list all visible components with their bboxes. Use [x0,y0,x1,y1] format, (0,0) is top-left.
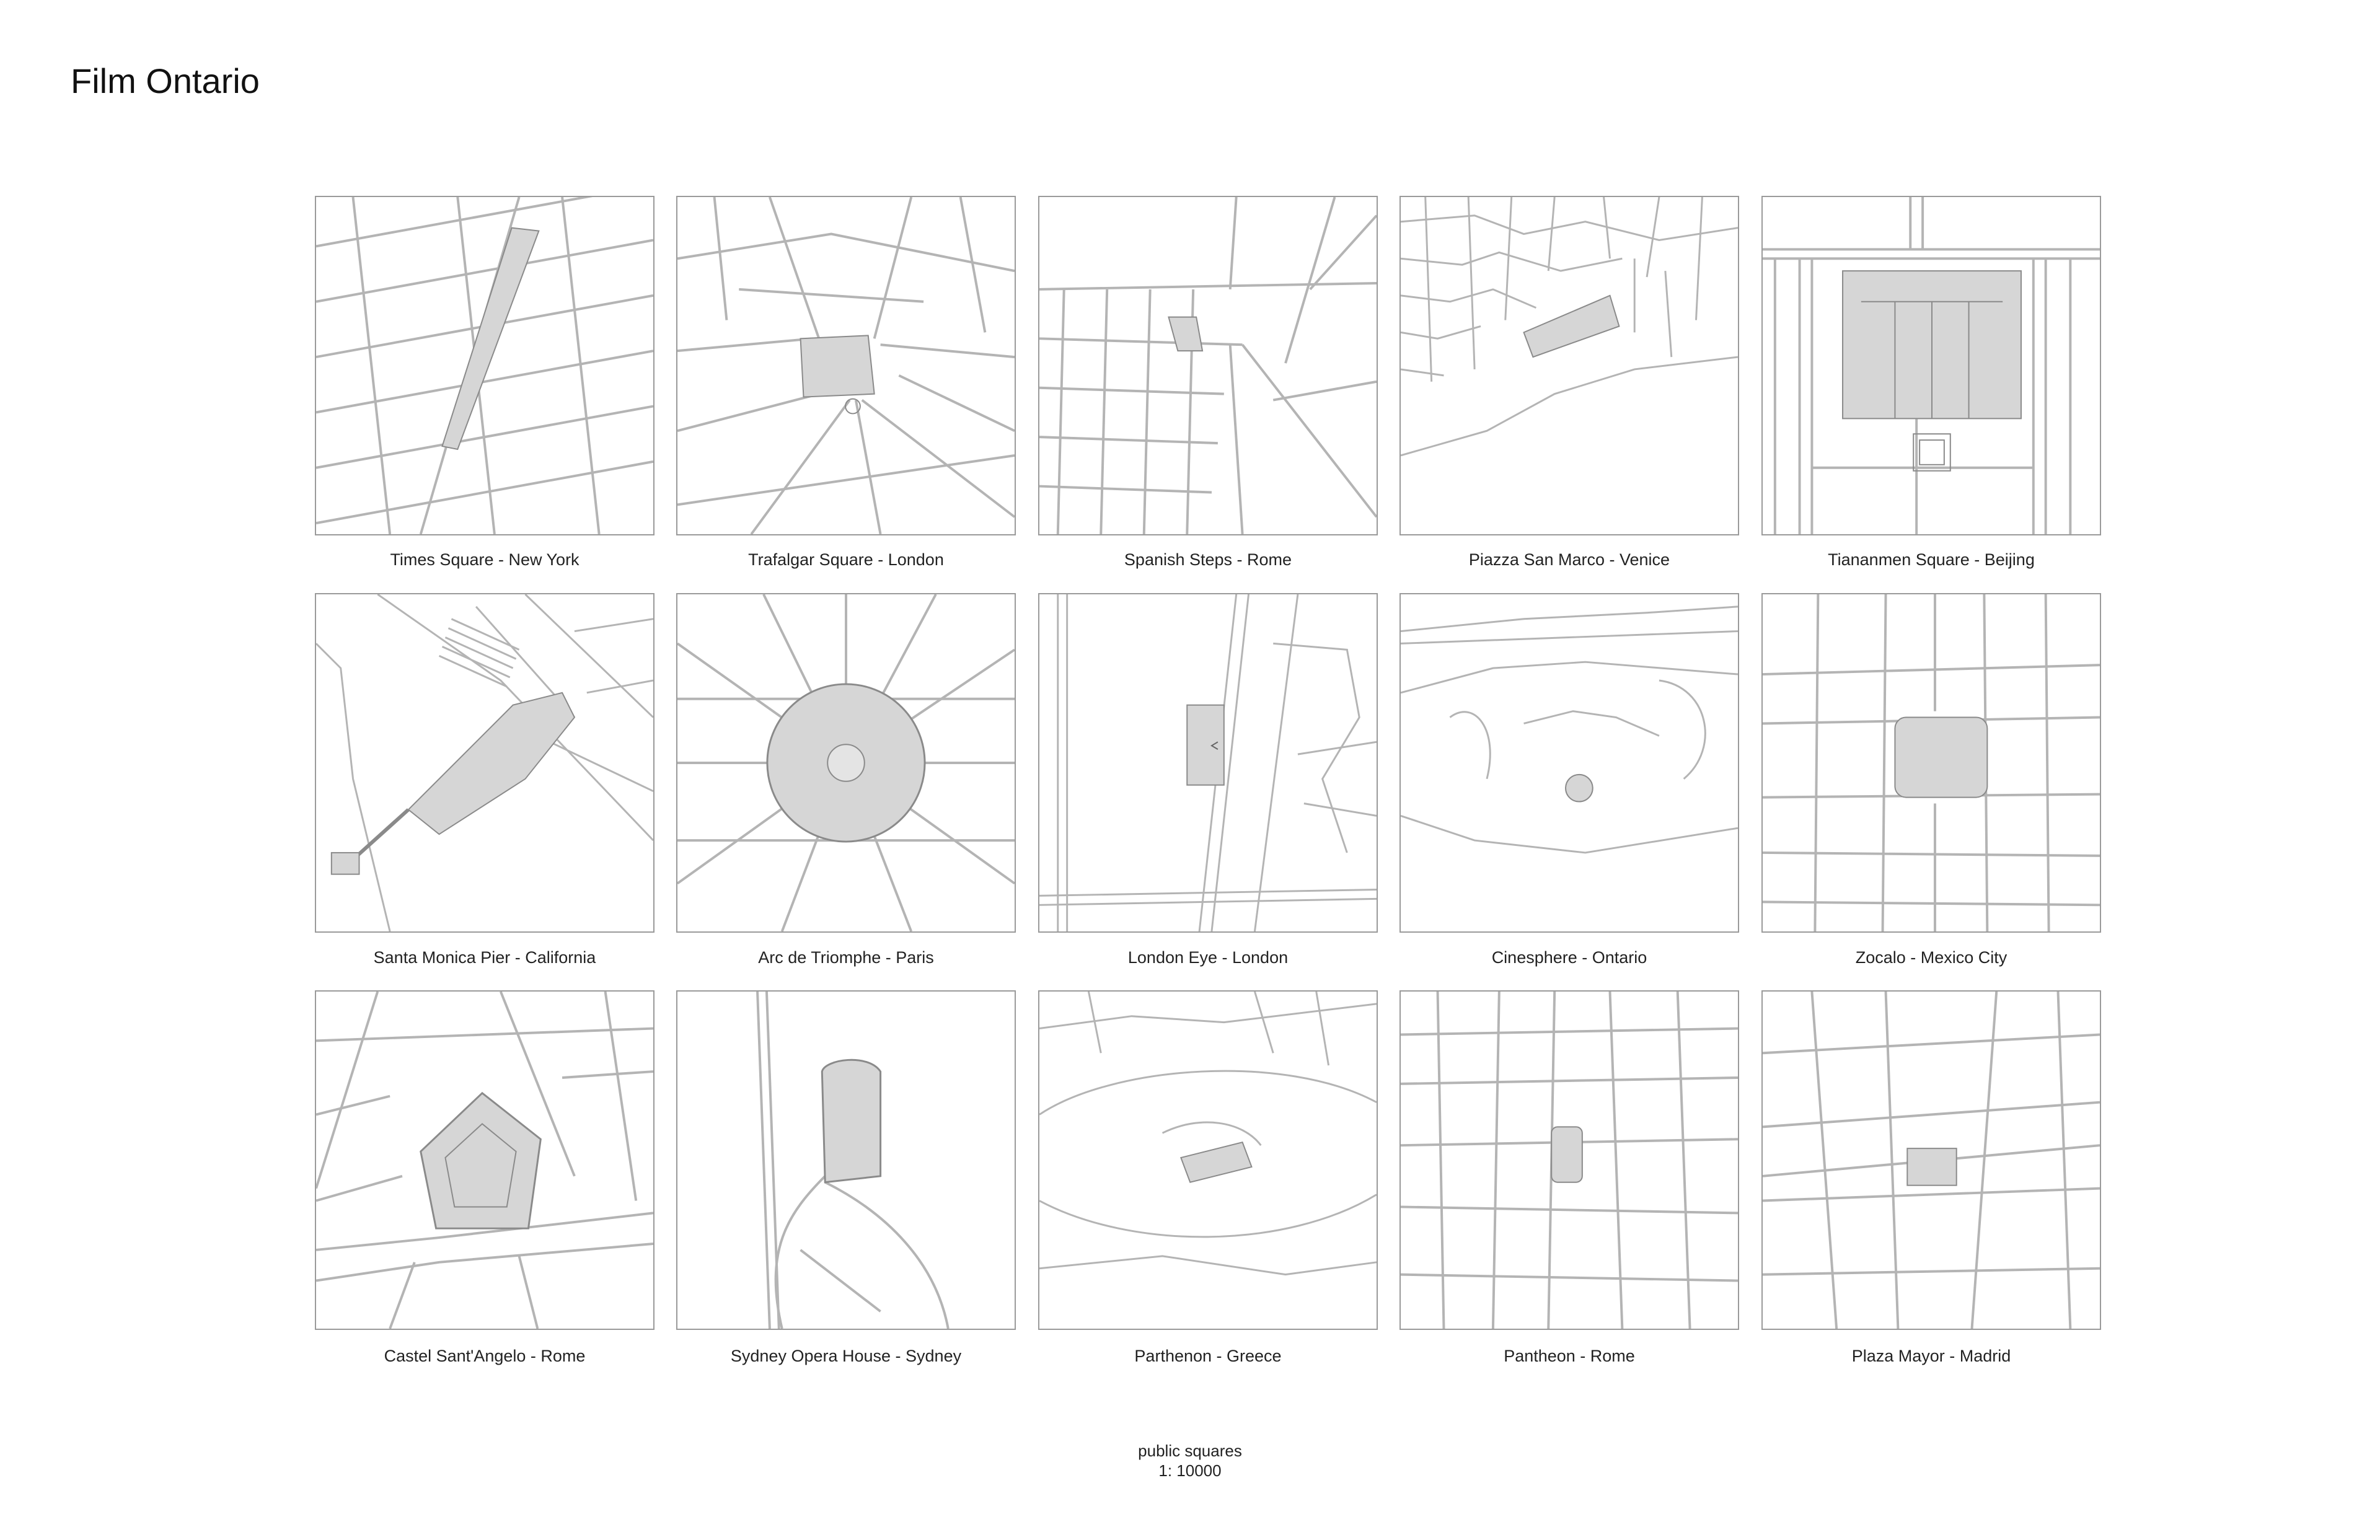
caption-tiananmen-square: Tiananmen Square - Beijing [1828,550,2035,569]
street-map-trafalgar-square [677,197,1015,534]
plaza-times-square [443,228,539,449]
street-map-tiananmen-square [1763,197,2100,534]
plaza-trafalgar-square [801,335,875,397]
map-tile-london-eye [1038,593,1378,933]
caption-times-square: Times Square - New York [390,550,580,569]
map-tile-cinesphere [1399,593,1739,933]
caption-spanish-steps: Spanish Steps - Rome [1124,550,1292,569]
plaza-sydney-opera-house [822,1060,880,1182]
street-map-times-square [316,197,653,534]
plaza-pantheon [1551,1127,1582,1182]
street-map-cinesphere [1401,594,1738,931]
street-map-plaza-mayor [1763,992,2100,1329]
street-map-piazza-san-marco [1401,197,1738,534]
caption-castel-santangelo: Castel Sant'Angelo - Rome [384,1347,586,1365]
map-tile-sydney-opera-house [676,990,1016,1330]
plaza-spanish-steps [1168,317,1202,351]
street-map-castel-santangelo [316,992,653,1329]
street-map-spanish-steps [1039,197,1377,534]
street-map-sydney-opera-house [677,992,1015,1329]
map-tile-castel-santangelo [315,990,654,1330]
caption-cinesphere: Cinesphere - Ontario [1491,948,1647,967]
street-map-santa-monica-pier [316,594,653,931]
map-tile-times-square [315,196,654,535]
map-tile-spanish-steps [1038,196,1378,535]
plaza-castel-santangelo [421,1093,541,1228]
plaza-cinesphere [1566,775,1593,802]
footer-scale: 1: 10000 [1158,1461,1222,1480]
street-map-london-eye [1039,594,1377,931]
caption-santa-monica-pier: Santa Monica Pier - California [373,948,596,967]
footer-label: public squares [1138,1441,1242,1460]
caption-zocalo: Zocalo - Mexico City [1855,948,2008,967]
page-title: Film Ontario [71,61,260,100]
caption-sydney-opera-house: Sydney Opera House - Sydney [730,1347,962,1365]
street-map-arc-de-triomphe [677,594,1015,931]
street-map-zocalo [1763,594,2100,931]
scale-footer [1066,1441,1314,1481]
plaza-santa-monica-pier [408,693,575,834]
map-tile-zocalo [1761,593,2101,933]
map-tile-tiananmen-square [1761,196,2101,535]
plaza-plaza-mayor [1907,1148,1956,1186]
map-tile-piazza-san-marco [1399,196,1739,535]
map-tile-parthenon [1038,990,1378,1330]
plaza-parthenon [1181,1142,1251,1182]
street-map-pantheon [1401,992,1738,1329]
map-tile-plaza-mayor [1761,990,2101,1330]
map-tile-pantheon [1399,990,1739,1330]
caption-piazza-san-marco: Piazza San Marco - Venice [1468,550,1670,569]
street-map-parthenon [1039,992,1377,1329]
caption-plaza-mayor: Plaza Mayor - Madrid [1851,1347,2011,1365]
plaza-london-eye [1187,705,1224,785]
map-tile-arc-de-triomphe [676,593,1016,933]
caption-trafalgar-square: Trafalgar Square - London [748,550,944,569]
caption-parthenon: Parthenon - Greece [1134,1347,1282,1365]
map-tile-santa-monica-pier [315,593,654,933]
plaza-piazza-san-marco [1524,296,1620,357]
plaza-zocalo [1895,718,1987,798]
caption-london-eye: London Eye - London [1127,948,1289,967]
map-tile-trafalgar-square [676,196,1016,535]
caption-arc-de-triomphe: Arc de Triomphe - Paris [758,948,934,967]
caption-pantheon: Pantheon - Rome [1504,1347,1635,1365]
